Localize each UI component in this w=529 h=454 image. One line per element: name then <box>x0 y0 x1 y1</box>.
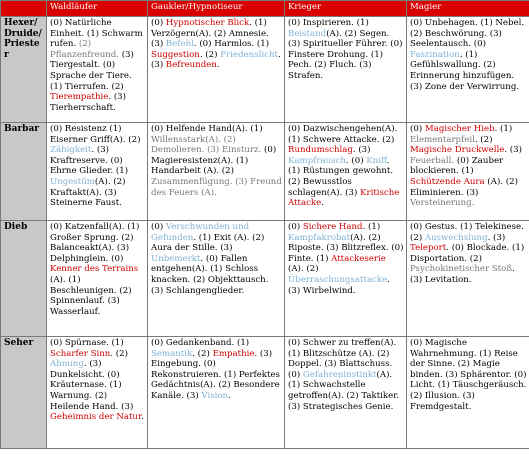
skill-text-blue: Kampfakrobat <box>288 232 351 243</box>
skill-text-red: Befreunden <box>165 60 217 71</box>
skill-text: . (2) <box>192 348 213 359</box>
skill-text-blue: Semantik <box>151 348 193 359</box>
skill-text: (A). (1) Beschleunigen. (2) Spinnenlauf. (3) Wasserlauf. <box>50 274 132 317</box>
skill-text-gray: Psychokinetischer Stoß <box>410 264 513 275</box>
skill-text: (0) Natürliche Einheit. (1) Schwarm rufen. <box>50 18 143 50</box>
skill-text: . (3) Dunkelsicht. (0) Kräuternase. (1) Warnung. (2) Heilende Hand. (3) <box>50 359 134 412</box>
skill-text: . (3) <box>352 145 371 156</box>
skill-cell <box>47 221 148 337</box>
table-row <box>1 221 529 337</box>
skill-cell <box>407 337 529 449</box>
row-header: Hexer/Druide/Priester <box>1 17 47 123</box>
skill-text: . (3) Kraftreserve. (0) Ehrne Glieder. (1) <box>50 145 129 177</box>
skill-text-gray: Elementarpfeil <box>410 134 475 145</box>
skill-text-red: Teleport <box>410 243 447 254</box>
skill-cell <box>407 221 529 337</box>
skill-text-red: Empathie <box>212 348 255 359</box>
skill-text: (A). (1) Schwachstelle getroffen(A). (2) Taktiker. (3) Strategisches Genie. <box>288 369 400 412</box>
skill-text-blue: Auswechslung <box>424 232 488 243</box>
skill-text: (0) Katzenfall(A). (1) Großer Sprung. (2) Balanceakt(A). (3) Delphinglein. (0) <box>50 222 140 264</box>
skill-cell <box>407 123 529 221</box>
table-body <box>1 17 529 449</box>
skill-text: . (2) <box>110 348 128 359</box>
skill-text: . (3) Tierherrschaft. <box>50 92 126 113</box>
skill-text: . (3) Eingebung. (0) Rekonstruieren. (1) Perfektes Gedächtnis(A). (2) Besondere Kanäle. (3) <box>151 348 280 401</box>
col-header: Krieger <box>285 1 407 17</box>
skill-text-red: Tierempathie <box>50 92 109 103</box>
skill-text: (0) Magische Wahrnehmung. (1) Reise der Sinne. (2) Magie binden. (3) Sphärentor. (0) Licht. (1) Täuschgeräusch. (2) Illusion. (3) Fremdgestalt. <box>410 338 527 412</box>
skill-text-red: Sichere Hand <box>302 222 363 232</box>
skill-text: . <box>216 60 220 71</box>
skill-text: (0) Dazwischengehen(A). (1) Schwere Attacke. (2) <box>288 124 398 145</box>
skill-text-blue: Verschwunden und Gefunden <box>151 222 250 243</box>
skill-text: (0) <box>410 124 425 134</box>
skill-text-blue: Zähigkeit <box>50 145 92 156</box>
skill-text-red: Scharfer Sinn <box>50 348 111 359</box>
skill-text-blue: Kniff <box>366 155 387 166</box>
skill-text: . (1) Exit (A). (2) Aura der Stille. (3) <box>151 232 265 254</box>
row-header: Seher <box>1 337 47 449</box>
skill-text: (0) Zauber blockieren. (1) <box>410 155 504 177</box>
skill-text-blue: Friedenslicht <box>220 49 278 60</box>
skill-text-blue: Befehl <box>165 39 194 50</box>
skill-text: . (0) Fallen entgehen(A). (1) Schloss knacken. (2) Objekttausch. (3) Schlangenglieder. <box>151 253 269 296</box>
row-header: Barbar <box>1 123 47 221</box>
skill-text: (0) Inspirieren. (1) <box>288 18 369 28</box>
skill-text: . (2) <box>474 134 493 145</box>
skill-text-red: Magischer Hieb <box>424 124 495 134</box>
skill-text-blue: Unbemerkt <box>151 253 201 264</box>
skill-text-blue: Ungestüm <box>50 176 95 187</box>
skill-text: . (0) <box>345 155 367 166</box>
skill-text: . (1) Rüstungen gewohnt. (2) Bewusstlos schlagen(A). (3) <box>288 155 394 198</box>
skill-text: . (1) Verzögern(A). (2) Amnesie. (3) <box>151 18 269 50</box>
skill-text: . (1) <box>362 222 381 232</box>
skill-text-red: Kritische Attacke <box>288 187 400 209</box>
skill-text: (0) Unbehagen. (1) Nebel. (2) Beschwörung. (3) Seelentausch. (0) <box>410 18 525 50</box>
skill-text: (0) Spürnase. (1) <box>50 338 124 348</box>
skill-cell <box>285 221 407 337</box>
skill-text: (0) Helfende Hand(A). (1) <box>151 124 263 134</box>
table-row <box>1 17 529 123</box>
skill-text-blue: Faszination <box>410 49 460 60</box>
skill-text: . (3) Wirbelwind. <box>288 274 390 296</box>
skill-text: (A). (2) <box>288 264 319 275</box>
skill-text: . (0) Blockade. (1) Disportation. (2) <box>410 243 525 264</box>
skill-text: . (1) <box>494 124 513 134</box>
skill-text: . (3) Levitation. <box>410 264 515 285</box>
skill-text-blue: Überraschungsattacke <box>288 274 388 285</box>
skill-text: . <box>141 412 144 423</box>
skill-text-red: Magische Druckwelle <box>410 145 505 156</box>
skill-text-red: Rundumschlag <box>288 145 353 156</box>
skill-cell <box>285 17 407 123</box>
col-header: Gaukler/Hypnotiseur <box>148 1 285 17</box>
skill-text: (0) Gedankenband. (1) <box>151 338 250 348</box>
skill-text: (0) <box>151 18 166 28</box>
skill-text-gray: (2) Pflanzenfreund. <box>50 39 119 60</box>
skill-cell <box>148 123 285 221</box>
skill-text-red: Kenner des Terrains <box>50 264 139 275</box>
skill-text: (A). (2) Riposte. (3) Blitzreflex. (0) Finte. (1) <box>288 232 404 264</box>
skill-text: (0) Gestus. (1) Telekinese. (2) <box>410 222 524 243</box>
col-header: Magier <box>407 1 529 17</box>
skill-text-gray: Versteinerung. <box>410 198 475 209</box>
skill-text: . (3) <box>504 145 522 156</box>
skill-cell <box>285 123 407 221</box>
col-header: Waldläufer <box>47 1 148 17</box>
skill-text: (0) Schwer zu treffen(A). (1) Blitzschütze (A). (2) Doppel. (3) Blattschuss. (0) <box>288 338 397 380</box>
skill-cell <box>148 17 285 123</box>
skill-text: . <box>228 390 231 401</box>
skill-text-blue: Ahnung <box>50 359 84 370</box>
skill-text-gray: Willensstark(A). (2) Demolieren. (3) Einsturz. <box>151 134 262 156</box>
skill-text: (A). (2) Eliminieren. (3) <box>410 176 518 198</box>
skill-text: . (3) <box>151 49 281 71</box>
skill-cell <box>407 17 529 123</box>
skill-text-red: Suggestion <box>151 49 200 60</box>
skill-text-blue: Gefahreninstinkt <box>302 369 377 380</box>
skill-text: (A). (2) Segen. (3) Spiritueller Führer. (0) Finstere Drohung. (1) Pech. (2) Fluch. (3) Strafen. <box>288 28 403 81</box>
table-row <box>1 123 529 221</box>
skill-text: . (1) Gefühlswallung. (2) Erinnerung hinzufügen. (3) Zone der Verwirrung. <box>410 49 520 92</box>
row-header: Dieb <box>1 221 47 337</box>
skill-text-blue: Vision <box>201 390 229 401</box>
skill-cell <box>47 337 148 449</box>
skill-cell <box>47 123 148 221</box>
skill-text: . <box>321 198 324 209</box>
skill-text-gray: Zusammenfügung. (3) Freund des Feuers (A). <box>151 176 282 198</box>
skill-cell <box>285 337 407 449</box>
skill-text-gray: Feuerball. <box>410 155 455 166</box>
skill-text: (A). (2) Kraftakt(A). (3) Steinerne Faust. <box>50 176 126 209</box>
skill-text: . (0) Harmlos. (1) <box>193 39 270 50</box>
skill-text-blue: Beistand <box>288 28 327 39</box>
skill-text: . (2) <box>199 49 221 60</box>
skill-text: . (3) <box>487 232 506 243</box>
table-row <box>1 337 529 449</box>
skill-text-blue: Kampfrausch <box>288 155 346 166</box>
skill-text: (0) Resistenz (1) Eiserner Griff(A). (2) <box>50 124 141 145</box>
skill-cell <box>148 337 285 449</box>
skill-text-red: Hypnotischer Blick <box>165 18 250 28</box>
skill-cell <box>148 221 285 337</box>
skill-text: (0) Magieresistenz(A). (1) Handarbeit (A). (2) <box>151 145 277 177</box>
header-corner <box>1 1 47 17</box>
skill-cell <box>47 17 148 123</box>
header-row <box>1 1 529 17</box>
skill-text: (3) Tiergestalt. (0) Sprache der Tiere. (1) Tierrufen. (2) <box>50 49 134 92</box>
skill-text: (0) <box>288 222 303 232</box>
skill-text-red: Geheimnis der Natur <box>50 412 142 423</box>
skill-text-red: Attackeserie <box>331 253 386 264</box>
skill-text: (0) <box>151 222 166 232</box>
skill-text-red: Schützende Aura <box>410 176 485 187</box>
